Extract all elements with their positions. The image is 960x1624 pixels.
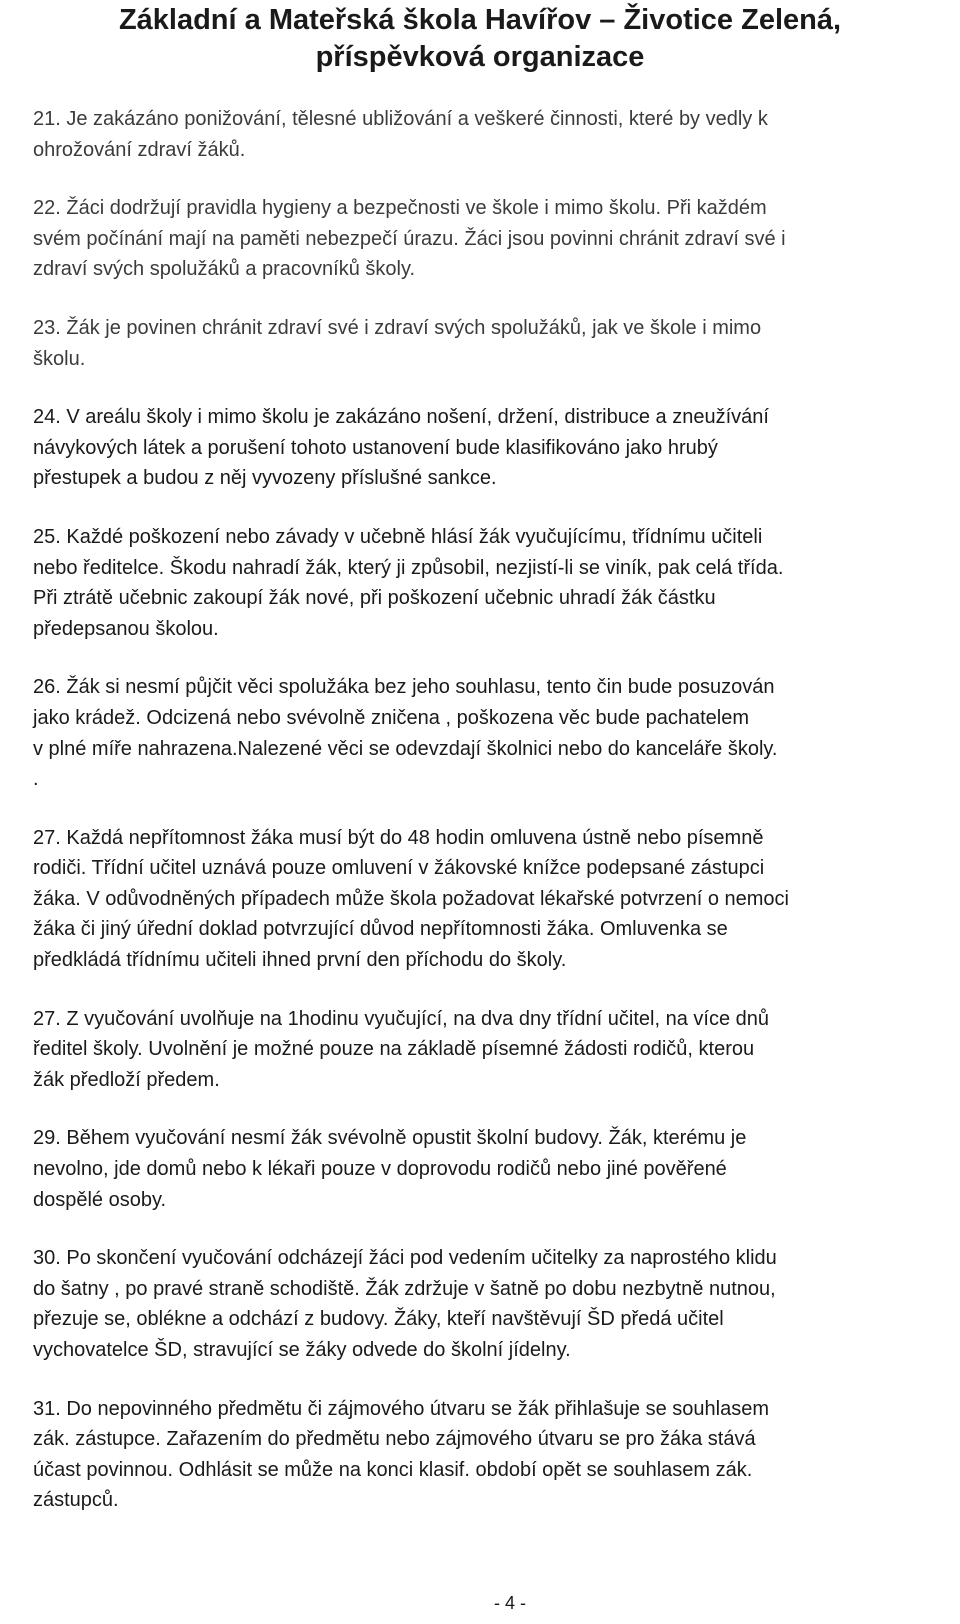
text-line: účast povinnou. Odhlásit se může na konci klasif. období opět se souhlasem zák. (33, 1458, 753, 1481)
rule-paragraph-27-release (33, 1004, 960, 1096)
text-line: 23. Žák je povinen chránit zdraví své i zdraví svých spolužáků, jak ve škole i mimo (33, 316, 762, 339)
text-line: 24. V areálu školy i mimo školu je zakázáno nošení, držení, distribuce a zneužívání (33, 406, 769, 429)
text-line: 29. Během vyučování nesmí žák svévolně opustit školní budovy. Žák, kterému je (33, 1127, 747, 1150)
rules-list (33, 104, 960, 1544)
rule-paragraph-25 (33, 522, 960, 644)
text-line: 25. Každé poškození nebo závady v učebně hlásí žák vyučujícímu, třídnímu učiteli (33, 525, 763, 548)
rule-paragraph-24 (33, 402, 960, 494)
text-line: předepsanou školou. (33, 617, 219, 640)
text-line: žáka. V odůvodněných případech může škola požadovat lékařské potvrzení o nemoci (33, 887, 789, 910)
text-line: Při ztrátě učebnic zakoupí žák nové, při poškození učebnic uhradí žák částku (33, 587, 716, 610)
text-line: 26. Žák si nesmí půjčit věci spolužáka bez jeho souhlasu, tento čin bude posuzován (33, 676, 775, 699)
header-title-line-2: příspěvková organizace (315, 41, 645, 73)
text-line: jako krádež. Odcizená nebo svévolně zničena , poškozena věc bude pachatelem (33, 706, 750, 729)
rule-paragraph-26 (33, 672, 960, 794)
text-line: zdraví svých spolužáků a pracovníků školy. (33, 258, 416, 281)
text-line: v plné míře nahrazena.Nalezené věci se odevzdají školnici nebo do kanceláře školy. (33, 737, 778, 760)
text-line: rodiči. Třídní učitel uznává pouze omluvení v žákovské knížce podepsané zástupci (33, 857, 765, 880)
text-line: školu. (33, 347, 86, 370)
document-header (0, 0, 960, 76)
text-line: 22. Žáci dodržují pravidla hygieny a bezpečnosti ve škole i mimo školu. Při každém (33, 197, 767, 220)
rule-paragraph-31 (33, 1394, 960, 1516)
text-line: ředitel školy. Uvolnění je možné pouze na základě písemné žádosti rodičů, kterou (33, 1038, 755, 1061)
rule-paragraph-27-absence (33, 823, 960, 976)
text-line: 27. Z vyučování uvolňuje na 1hodinu vyučující, na dva dny třídní učitel, na více dnů (33, 1007, 770, 1030)
page-number: - 4 - (493, 1593, 526, 1613)
text-line: 30. Po skončení vyučování odcházejí žáci pod vedením učitelky za naprostého klidu (33, 1247, 777, 1270)
text-line: 31. Do nepovinného předmětu či zájmového útvaru se žák přihlašuje se souhlasem (33, 1397, 769, 1420)
rule-paragraph-30 (33, 1243, 960, 1365)
rule-paragraph-21 (33, 104, 960, 165)
text-line: předkládá třídnímu učiteli ihned první den příchodu do školy. (33, 949, 567, 972)
text-line: zástupců. (33, 1489, 119, 1512)
rule-paragraph-29 (33, 1123, 960, 1215)
text-line: vychovatelce ŠD, stravující se žáky odvede do školní jídelny. (33, 1339, 571, 1361)
text-line: 21. Je zakázáno ponižování, tělesné ubližování a veškeré činnosti, které by vedly k (33, 108, 768, 130)
rule-paragraph-23 (33, 313, 960, 374)
text-line: . (33, 768, 39, 791)
text-line: nevolno, jde domů nebo k lékaři pouze v doprovodu rodičů nebo jiné pověřené (33, 1158, 727, 1181)
text-line: zák. zástupce. Zařazením do předmětu nebo zájmového útvaru se pro žáka stává (33, 1428, 756, 1451)
text-line: žáka či jiný úřední doklad potvrzující důvod nepřítomnosti žáka. Omluvenka se (33, 918, 728, 941)
rule-paragraph-22 (33, 193, 960, 285)
text-line: 27. Každá nepřítomnost žáka musí být do 48 hodin omluvena ústně nebo písemně (33, 826, 764, 849)
text-line: ohrožování zdraví žáků. (33, 138, 246, 161)
text-line: přezuje se, oblékne a odchází z budovy. Žáky, kteří navštěvují ŠD předá učitel (33, 1308, 724, 1331)
text-line: svém počínání mají na paměti nebezpečí úrazu. Žáci jsou povinni chránit zdraví své i (33, 227, 786, 250)
text-line: žák předloží předem. (33, 1068, 220, 1091)
text-line: přestupek a budou z něj vyvozeny příslušné sankce. (33, 467, 497, 490)
text-line: návykových látek a porušení tohoto ustanovení bude klasifikováno jako hrubý (33, 436, 718, 459)
text-line: do šatny , po pravé straně schodiště. Žák zdržuje v šatně po dobu nezbytně nutnou, (33, 1277, 776, 1300)
text-line: nebo ředitelce. Škodu nahradí žák, který ji způsobil, nezjistí-li se viník, pak celá třída. (33, 556, 784, 579)
header-title-line-1: Základní a Mateřská škola Havířov – Životice Zelená, (118, 4, 842, 36)
text-line: dospělé osoby. (33, 1188, 167, 1211)
